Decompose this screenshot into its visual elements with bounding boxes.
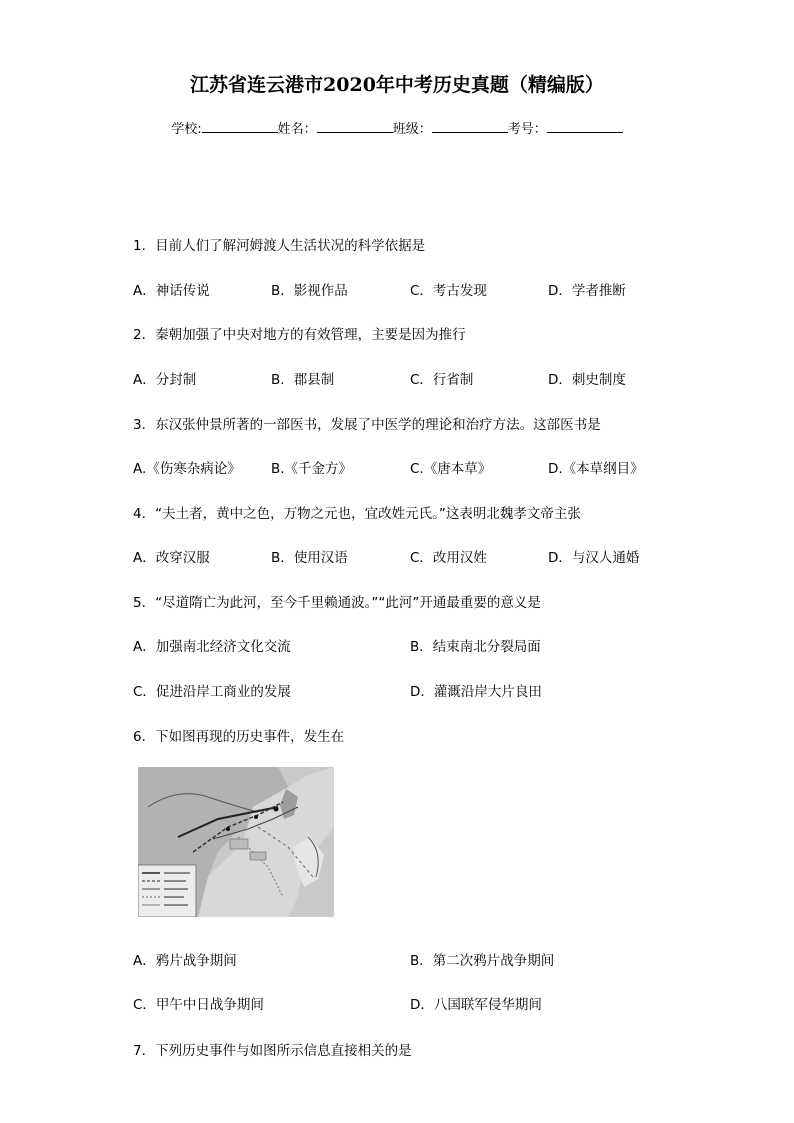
exam-no-label: 考号：	[507, 122, 547, 137]
option-a: A．鸦片战争期间	[133, 953, 237, 969]
option-b: B．影视作品	[271, 283, 348, 299]
question-1-stem: 1．目前人们了解河姆渡人生活状况的科学依据是	[133, 238, 426, 254]
map-city-marker-2	[254, 815, 258, 819]
option-c: C．甲午中日战争期间	[133, 997, 264, 1013]
option-d: D．八国联军侵华期间	[410, 997, 542, 1013]
question-5-stem: 5．“尽道隋亡为此河，至今千里赖通波。”“此河”开通最重要的意义是	[133, 595, 541, 611]
option-c: C.《唐本草》	[410, 461, 492, 477]
option-a: A．分封制	[133, 372, 197, 388]
question-6-stem: 6．下如图再现的历史事件，发生在	[133, 729, 345, 745]
option-a: A．改穿汉服	[133, 550, 210, 566]
name-blank	[317, 120, 393, 133]
question-3-stem: 3．东汉张仲景所著的一部医书，发展了中医学的理论和治疗方法。这部医书是	[133, 417, 601, 433]
class-label: 班级：	[392, 122, 432, 137]
option-a: A．神话传说	[133, 283, 210, 299]
question-2-stem: 2．秦朝加强了中央对地方的有效管理，主要是因为推行	[133, 327, 466, 343]
option-d: D．刺史制度	[548, 372, 626, 388]
school-blank	[202, 120, 278, 133]
exam-no-blank	[547, 120, 623, 133]
option-c: C．行省制	[410, 372, 474, 388]
option-c: C．考古发现	[410, 283, 487, 299]
option-d: D．与汉人通婚	[548, 550, 640, 566]
school-label: 学校:	[171, 122, 202, 137]
page-title: 江苏省连云港市2020年中考历史真题（精编版）	[190, 74, 604, 96]
historical-map-image	[138, 767, 334, 917]
map-label-box-1	[230, 839, 248, 849]
map-label-box-2	[250, 852, 266, 860]
option-b: B．结束南北分裂局面	[410, 639, 541, 655]
option-b: B.《千金方》	[271, 461, 353, 477]
question-4-stem: 4．“夫土者，黄中之色，万物之元也，宜改姓元氏。”这表明北魏孝文帝主张	[133, 506, 581, 522]
option-a: A．加强南北经济文化交流	[133, 639, 291, 655]
option-c: C．改用汉姓	[410, 550, 487, 566]
name-label: 姓名：	[277, 122, 317, 137]
option-b: B．郡县制	[271, 372, 335, 388]
map-city-marker-3	[226, 827, 230, 831]
option-d: D．灌溉沿岸大片良田	[410, 684, 542, 700]
option-d: D.《本草纲目》	[548, 461, 644, 477]
option-c: C．促进沿岸工商业的发展	[133, 684, 291, 700]
class-blank	[432, 120, 508, 133]
student-info-line	[0, 118, 794, 137]
option-b: B．使用汉语	[271, 550, 348, 566]
question-7-stem: 7．下列历史事件与如图所示信息直接相关的是	[133, 1043, 412, 1059]
option-b: B．第二次鸦片战争期间	[410, 953, 555, 969]
map-city-marker-1	[274, 807, 279, 812]
option-d: D．学者推断	[548, 283, 626, 299]
option-a: A.《伤寒杂病论》	[133, 461, 241, 477]
